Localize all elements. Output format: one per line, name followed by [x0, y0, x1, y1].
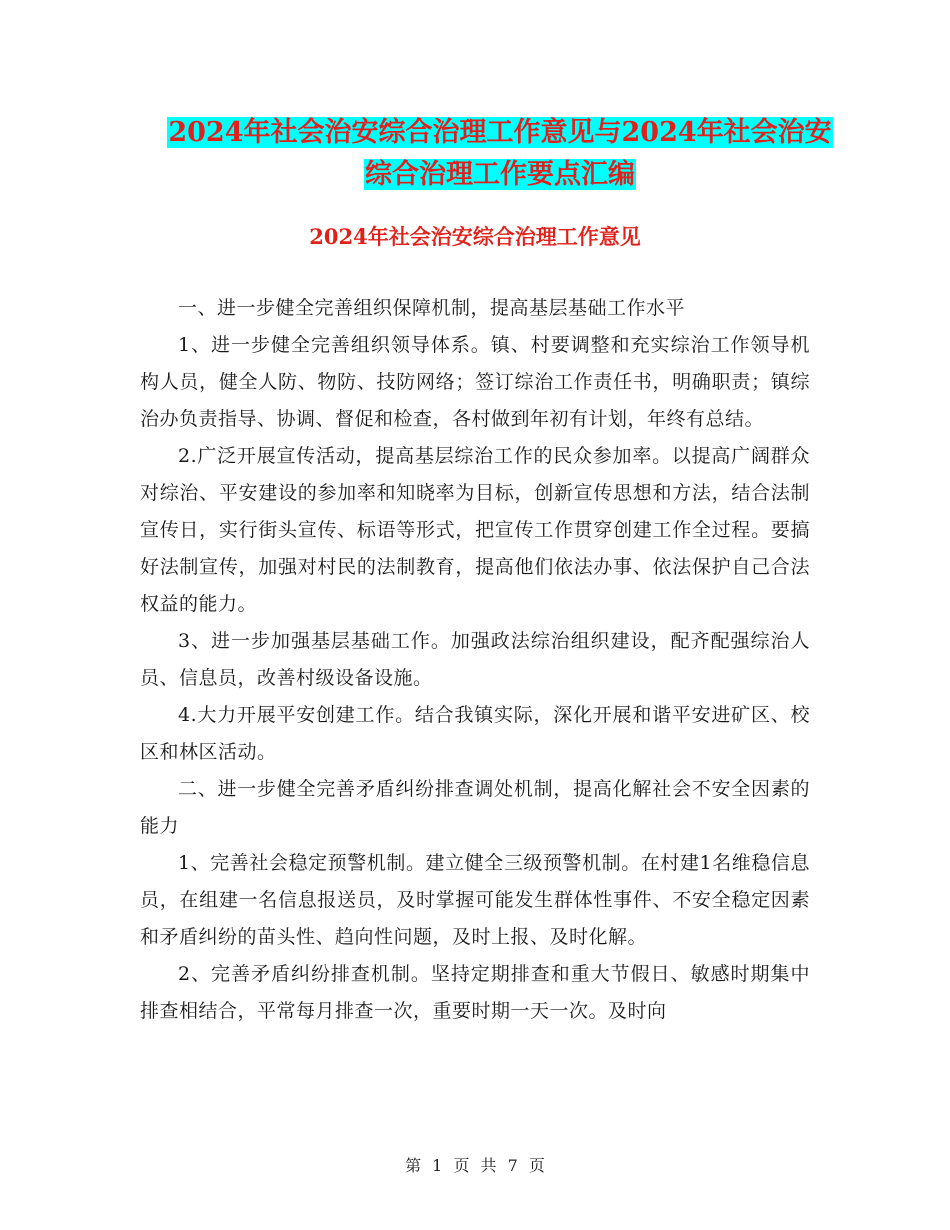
paragraph: 2、完善矛盾纠纷排查机制。坚持定期排查和重大节假日、敏感时期集中排查相结合，平常每月排查一次，重要时期一天一次。及时向: [140, 963, 810, 1022]
section-title: 2024年社会治安综合治理工作意见: [309, 224, 641, 249]
paragraph: 3、进一步加强基层基础工作。加强政法综治组织建设，配齐配强综治人员、信息员，改善村级设备设施。: [140, 630, 810, 689]
paragraph: 二、进一步健全完善矛盾纠纷排查调处机制，提高化解社会不安全因素的能力: [140, 778, 810, 837]
paragraph: 2.广泛开展宣传活动，提高基层综治工作的民众参加率。以提高广阔群众对综治、平安建设的参加率和知晓率为目标，创新宣传思想和方法，结合法制宣传日，实行街头宣传、标语等形式，把宣传工作贯穿创建工作全过程。要搞好法制宣传，加强对村民的法制教育，提高他们依法办事、依法保护自己合法权益的能力。: [140, 445, 810, 615]
page-footer: 第 1 页 共 7 页: [405, 1156, 545, 1175]
document-title: [140, 112, 860, 196]
paragraph: 1、完善社会稳定预警机制。建立健全三级预警机制。在村建1名维稳信息员，在组建一名信息报送员，及时掌握可能发生群体性事件、不安全稳定因素和矛盾纠纷的苗头性、趋向性问题，及时上报、及时化解。: [140, 852, 810, 948]
paragraph: 一、进一步健全完善组织保障机制，提高基层基础工作水平: [178, 297, 686, 319]
paragraph: 4.大力开展平安创建工作。结合我镇实际，深化开展和谐平安进矿区、校区和林区活动。: [140, 704, 810, 763]
paragraph: 1、进一步健全完善组织领导体系。镇、村要调整和充实综治工作领导机构人员，健全人防、物防、技防网络；签订综治工作责任书，明确职责；镇综治办负责指导、协调、督促和检查，各村做到年初有计划，年终有总结。: [140, 334, 810, 430]
title-line-2: 综合治理工作要点汇编: [365, 159, 635, 190]
title-line-1: 2024年社会治安综合治理工作意见与2024年社会治安: [168, 117, 832, 148]
document-body: [140, 290, 810, 1030]
